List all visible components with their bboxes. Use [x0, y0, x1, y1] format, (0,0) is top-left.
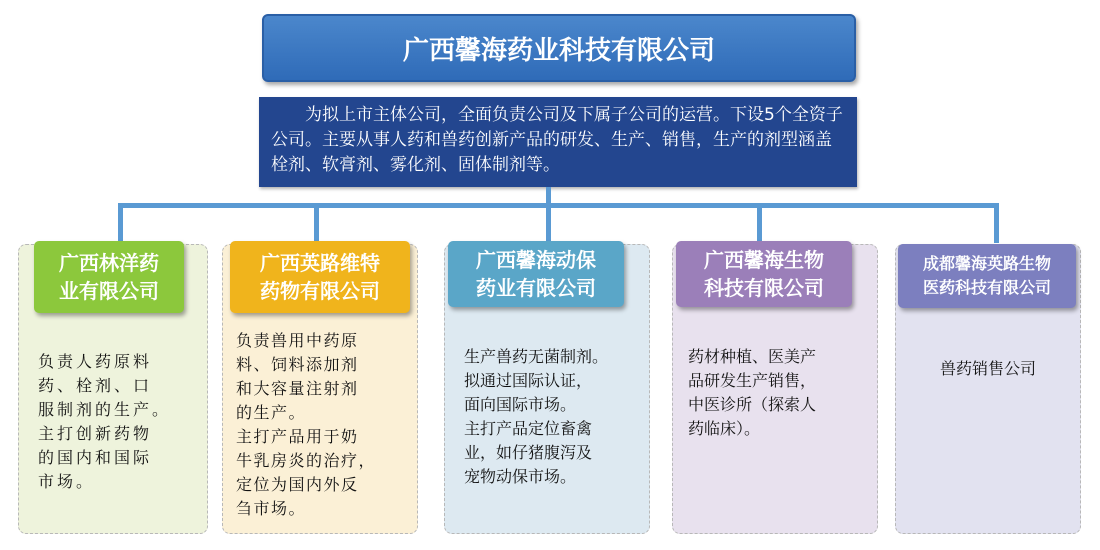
subsidiary-title-2: 广西英路维特 药物有限公司: [230, 241, 410, 313]
subsidiary-description-2: 负责兽用中药原 料、饲料添加剂 和大容量注射剂 的生产。 主打产品用于奶 牛乳房炎的治疗， 定位为国内外反 刍市场。: [236, 331, 377, 518]
connector-drop-3: [546, 203, 551, 243]
subsidiary-description-1: 负责人药原料 药、栓剂、口 服制剂的生产。 主打创新药物 的国内和国际 市场。: [38, 352, 172, 491]
subsidiary-description-4: 药材种植、医美产 品研发生产销售， 中医诊所（探索人 药临床）。: [688, 347, 817, 438]
subsidiary-title-3: 广西馨海动保 药业有限公司: [448, 241, 624, 307]
parent-company-description: [259, 97, 857, 187]
parent-company-description-text: 为拟上市主体公司，全面负责公司及下属子公司的运营。下设5个全资子公司。主要从事人药和兽药创新产品的研发、生产、销售，生产的剂型涵盖栓剂、软膏剂、雾化剂、固体制剂等。: [271, 105, 843, 175]
parent-company-title: 广西馨海药业科技有限公司: [262, 14, 856, 82]
subsidiary-title-1: 广西林洋药 业有限公司: [34, 241, 184, 313]
connector-drop-1: [118, 203, 123, 243]
connector-drop-4: [757, 203, 762, 243]
subsidiary-description-5: 兽药销售公司: [939, 359, 1036, 378]
connector-drop-2: [314, 203, 319, 243]
subsidiary-title-5: 成都馨海英路生物 医药科技有限公司: [898, 244, 1076, 308]
connector-bus: [118, 203, 999, 208]
subsidiary-description-3: 生产兽药无菌制剂。 拟通过国际认证， 面向国际市场。 主打产品定位畜禽 业，如仔猪腹泻及 宠物动保市场。: [464, 347, 609, 486]
subsidiary-title-4: 广西馨海生物 科技有限公司: [676, 241, 852, 307]
connector-drop-5: [994, 203, 999, 243]
